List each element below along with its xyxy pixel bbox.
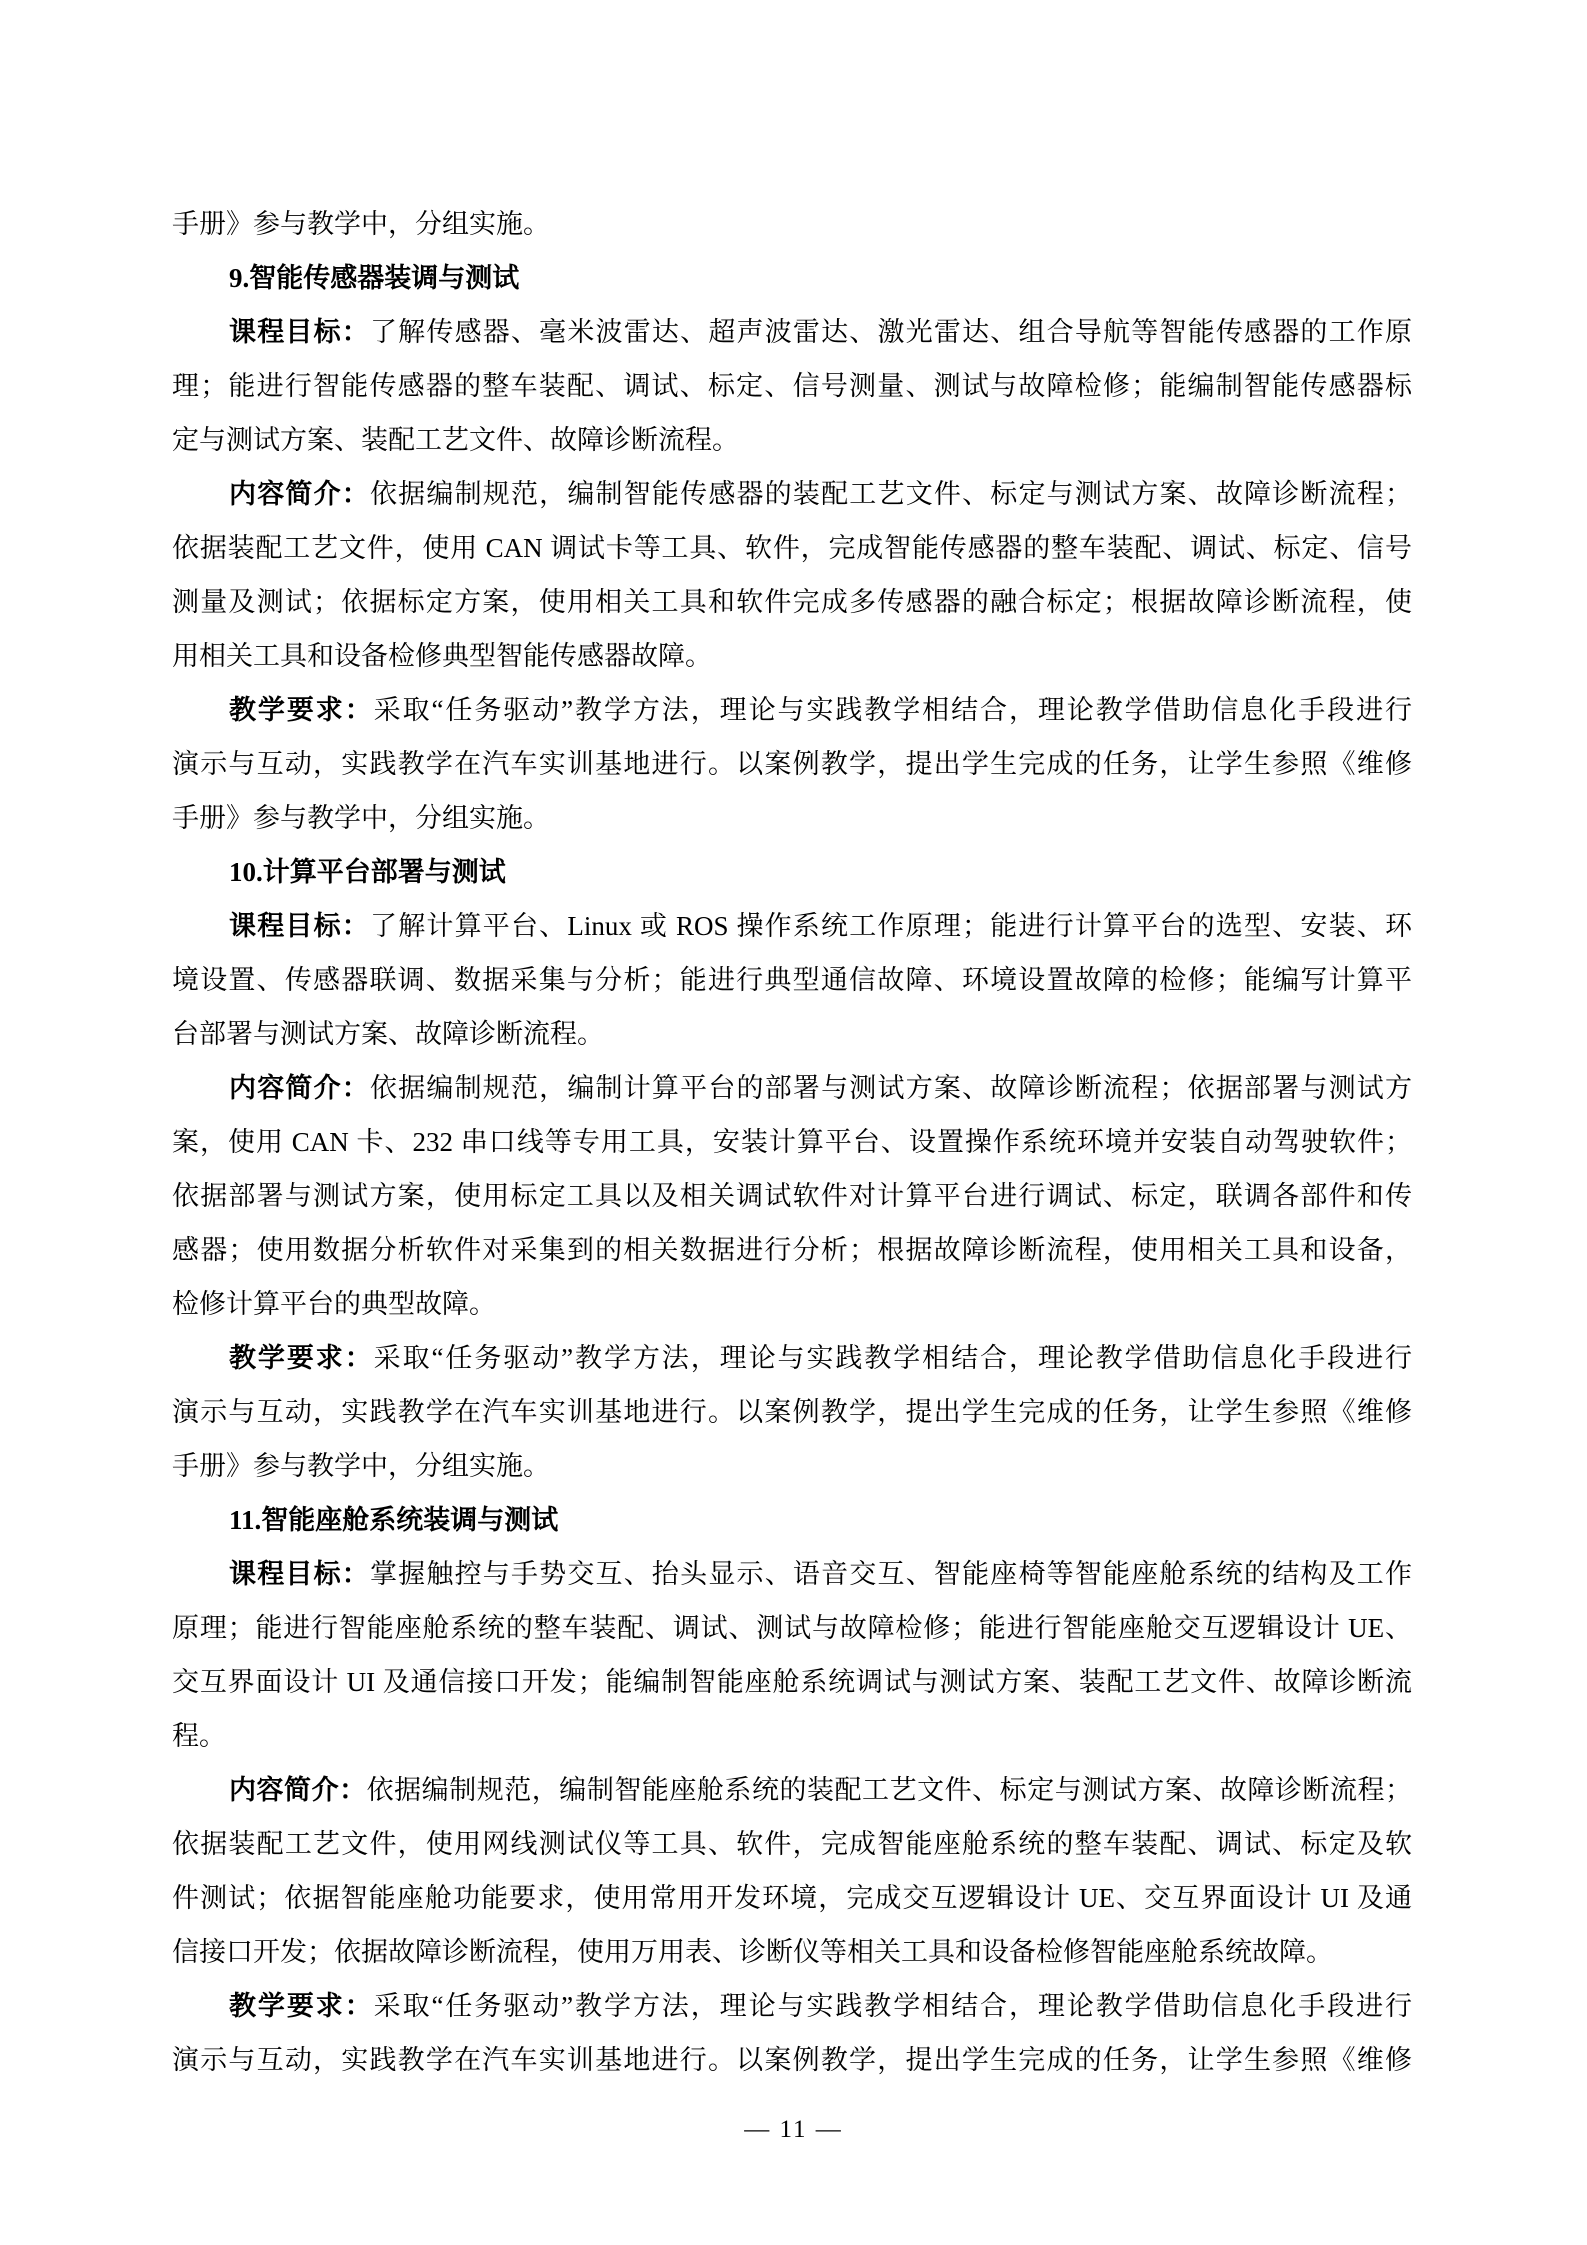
text-line: 课程目标：掌握触控与手势交互、抬头显示、语音交互、智能座椅等智能座舱系统的结构及工作 xyxy=(229,1559,1413,1589)
text-line: 测量及测试；依据标定方案，使用相关工具和软件完成多传感器的融合标定；根据故障诊断流程，使 xyxy=(172,587,1412,617)
text-line: 理；能进行智能传感器的整车装配、调试、标定、信号测量、测试与故障检修；能编制智能传感器标 xyxy=(172,371,1412,401)
text-line: 课程目标：了解传感器、毫米波雷达、超声波雷达、激光雷达、组合导航等智能传感器的工作原 xyxy=(229,317,1413,347)
text-line: 内容简介：依据编制规范，编制智能传感器的装配工艺文件、标定与测试方案、故障诊断流程； xyxy=(229,479,1413,509)
paragraph-lead: 内容简介： xyxy=(229,1775,367,1805)
text-line: 案，使用 CAN 卡、232 串口线等专用工具，安装计算平台、设置操作系统环境并安装自动驾驶软件； xyxy=(172,1127,1412,1157)
text-line: 手册》参与教学中，分组实施。 xyxy=(172,1451,550,1481)
paragraph-lead: 教学要求： xyxy=(229,695,374,725)
text-line: 演示与互动，实践教学在汽车实训基地进行。以案例教学，提出学生完成的任务，让学生参照《维修 xyxy=(172,1397,1412,1427)
page-number: — 11 — xyxy=(744,2116,843,2143)
text-line: 内容简介：依据编制规范，编制计算平台的部署与测试方案、故障诊断流程；依据部署与测试方 xyxy=(229,1073,1413,1103)
text-line: 教学要求：采取“任务驱动”教学方法，理论与实践教学相结合，理论教学借助信息化手段进行 xyxy=(229,1991,1413,2021)
text-line: 内容简介：依据编制规范，编制智能座舱系统的装配工艺文件、标定与测试方案、故障诊断流程； xyxy=(229,1775,1413,1805)
text-line: 件测试；依据智能座舱功能要求，使用常用开发环境，完成交互逻辑设计 UE、交互界面设计 UI 及通 xyxy=(172,1883,1412,1913)
paragraph-lead: 内容简介： xyxy=(229,479,370,509)
paragraph-lead: 教学要求： xyxy=(229,1343,374,1373)
text-line: 用相关工具和设备检修典型智能传感器故障。 xyxy=(172,641,712,671)
text-line: 感器；使用数据分析软件对采集到的相关数据进行分析；根据故障诊断流程，使用相关工具和设备， xyxy=(172,1235,1412,1265)
text-line: 教学要求：采取“任务驱动”教学方法，理论与实践教学相结合，理论教学借助信息化手段进行 xyxy=(229,1343,1413,1373)
section-heading: 9.智能传感器装调与测试 xyxy=(229,263,520,293)
text-line: 演示与互动，实践教学在汽车实训基地进行。以案例教学，提出学生完成的任务，让学生参照《维修 xyxy=(172,2045,1412,2075)
text-line: 定与测试方案、装配工艺文件、故障诊断流程。 xyxy=(172,425,739,455)
paragraph-lead: 内容简介： xyxy=(229,1073,370,1103)
paragraph-lead: 课程目标： xyxy=(229,911,370,941)
text-line: 依据部署与测试方案，使用标定工具以及相关调试软件对计算平台进行调试、标定，联调各部件和传 xyxy=(172,1181,1412,1211)
text-line: 依据装配工艺文件，使用 CAN 调试卡等工具、软件，完成智能传感器的整车装配、调试、标定、信号 xyxy=(172,533,1412,563)
text-line: 境设置、传感器联调、数据采集与分析；能进行典型通信故障、环境设置故障的检修；能编写计算平 xyxy=(172,965,1412,995)
text-line: 台部署与测试方案、故障诊断流程。 xyxy=(172,1019,604,1049)
paragraph-lead: 课程目标： xyxy=(229,1559,370,1589)
text-line: 手册》参与教学中，分组实施。 xyxy=(172,209,550,239)
text-line: 程。 xyxy=(172,1721,226,1751)
text-line: 手册》参与教学中，分组实施。 xyxy=(172,803,550,833)
paragraph-lead: 教学要求： xyxy=(229,1991,374,2021)
text-line: 原理；能进行智能座舱系统的整车装配、调试、测试与故障检修；能进行智能座舱交互逻辑设计 UE、 xyxy=(172,1613,1412,1643)
paragraph-lead: 课程目标： xyxy=(229,317,370,347)
text-line: 演示与互动，实践教学在汽车实训基地进行。以案例教学，提出学生完成的任务，让学生参照《维修 xyxy=(172,749,1412,779)
text-line: 教学要求：采取“任务驱动”教学方法，理论与实践教学相结合，理论教学借助信息化手段进行 xyxy=(229,695,1413,725)
text-line: 交互界面设计 UI 及通信接口开发；能编制智能座舱系统调试与测试方案、装配工艺文件、故障诊断流 xyxy=(172,1667,1412,1697)
text-line: 信接口开发；依据故障诊断流程，使用万用表、诊断仪等相关工具和设备检修智能座舱系统故障。 xyxy=(172,1937,1333,1967)
text-line: 依据装配工艺文件，使用网线测试仪等工具、软件，完成智能座舱系统的整车装配、调试、标定及软 xyxy=(172,1829,1412,1859)
document-body xyxy=(172,197,1412,2087)
section-heading: 11.智能座舱系统装调与测试 xyxy=(229,1505,559,1535)
section-heading: 10.计算平台部署与测试 xyxy=(229,857,506,887)
text-line: 检修计算平台的典型故障。 xyxy=(172,1289,496,1319)
page-footer xyxy=(0,2112,1587,2148)
text-line: 课程目标：了解计算平台、Linux 或 ROS 操作系统工作原理；能进行计算平台的选型、安装、环 xyxy=(229,911,1412,941)
